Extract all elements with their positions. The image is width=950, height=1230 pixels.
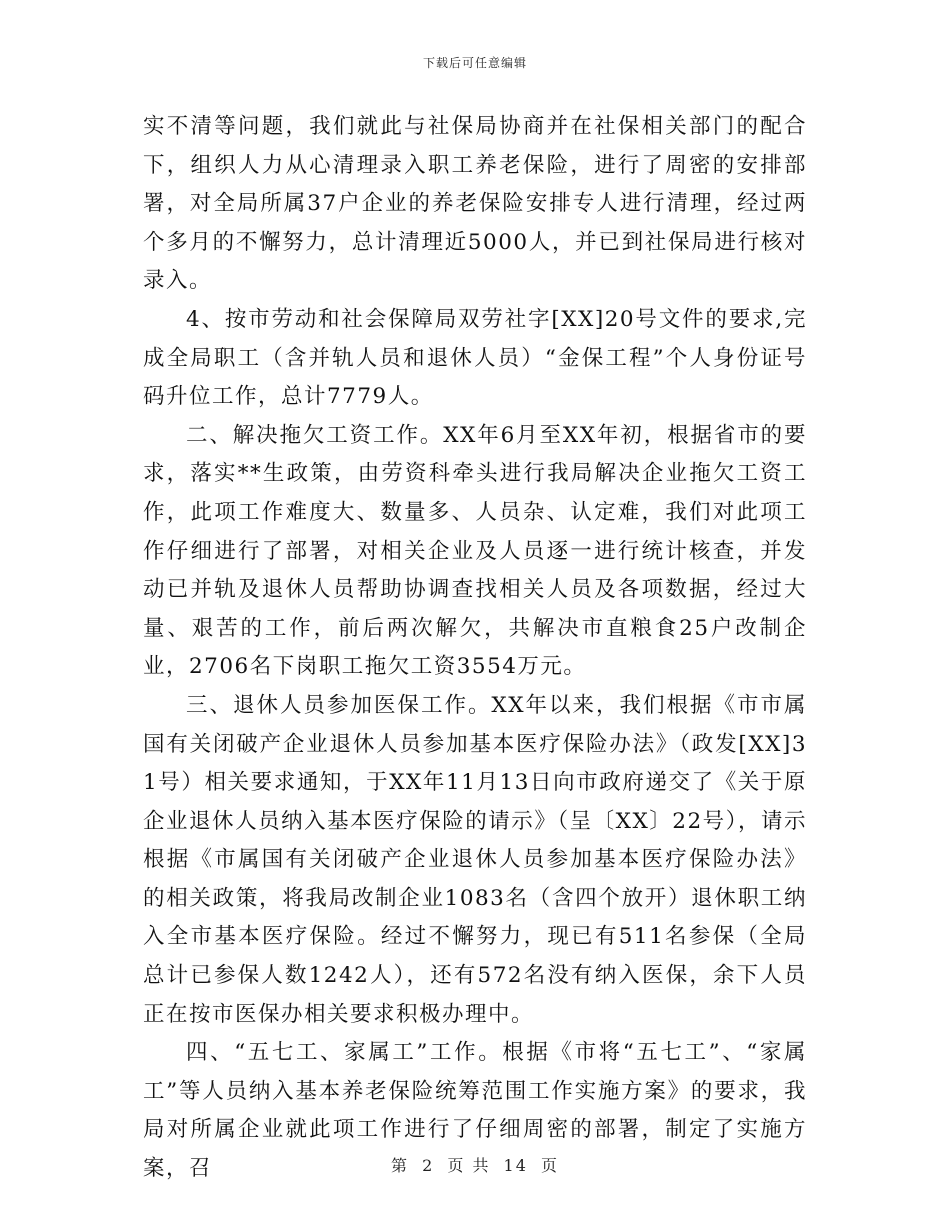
document-body xyxy=(143,108,807,1189)
page-footer xyxy=(0,1153,950,1176)
paragraph-2: 4、按市劳动和社会保障局双劳社字[XX]20号文件的要求,完成全局职工（含并轨人员和退休人员）“金保工程”个人身份证号码升位工作，总计7779人。 xyxy=(143,306,807,410)
footer-prefix: 第 xyxy=(390,1156,409,1175)
footer-suffix: 页 xyxy=(541,1156,560,1175)
paragraph-4: 三、退休人员参加医保工作。XX年以来，我们根据《市市属国有关闭破产企业退休人员参加基本医疗保险办法》（政发[XX]31号）相关要求通知，于XX年11月13日向市政府递交了《关于原企业退休人员纳入基本医疗保险的请示》（呈〔XX〕22号），请示根据《市属国有关闭破产企业退休人员参加基本医疗保险办法》的相关政策，将我局改制企业1083名（含四个放开）退休职工纳入全市基本医疗保险。经过不懈努力，现已有511名参保（全局总计已参保人数1242人），还有572名没有纳入医保，余下人员正在按市医保办相关要求积极办理中。 xyxy=(143,692,807,1027)
footer-page-number: 2 xyxy=(422,1156,435,1175)
paragraph-1: 实不清等问题，我们就此与社保局协商并在社保相关部门的配合下，组织人力从心清理录入职工养老保险，进行了周密的安排部署，对全局所属37户企业的养老保险安排专人进行清理，经过两个多月的不懈努力，总计清理近5000人，并已到社保局进行核对录入。 xyxy=(143,114,807,294)
footer-middle: 页 共 xyxy=(447,1156,491,1175)
header-text: 下载后可任意编辑 xyxy=(422,56,527,70)
footer-total-pages: 14 xyxy=(503,1156,528,1175)
paragraph-5: 四、“五七工、家属工”工作。根据《市将“五七工”、“家属工”等人员纳入基本养老保险统筹范围工作实施方案》的要求，我局对所属企业就此项工作进行了仔细周密的部署，制定了实施方案，召 xyxy=(143,1040,807,1182)
paragraph-3: 二、解决拖欠工资工作。XX年6月至XX年初，根据省市的要求，落实**生政策，由劳资科牵头进行我局解决企业拖欠工资工作，此项工作难度大、数量多、人员杂、认定难，我们对此项工作仔细进行了部署，对相关企业及人员逐一进行统计核查，并发动已并轨及退休人员帮助协调查找相关人员及各项数据，经过大量、艰苦的工作，前后两次解欠，共解决市直粮食25户改制企业，2706名下岗职工拖欠工资3554万元。 xyxy=(143,422,807,680)
page-header xyxy=(0,54,950,71)
